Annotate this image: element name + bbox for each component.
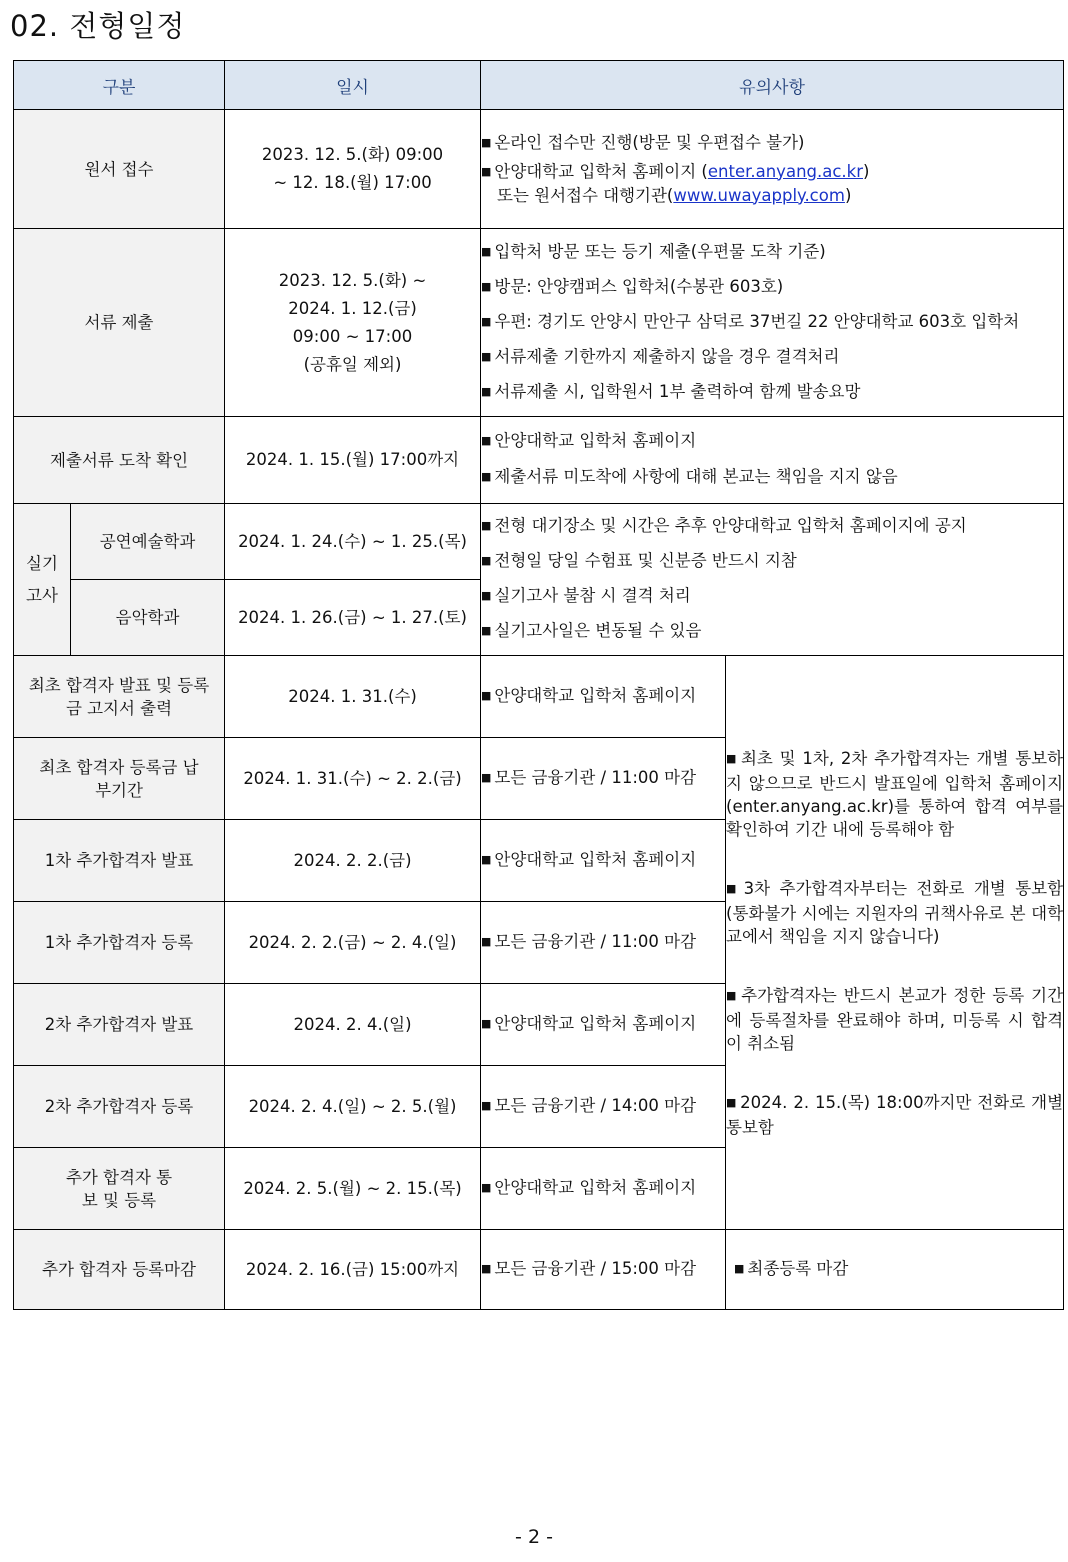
row-date: 2023. 12. 5.(화) ~ 2024. 1. 12.(금) 09:00 ~ 17:00 (공휴일 제외)	[225, 229, 481, 417]
row-label: 2차 추가합격자 등록	[14, 1066, 225, 1148]
results-notes: ■ 최초 및 1차, 2차 추가합격자는 개별 통보하지 않으므로 반드시 발표일에 입학처 홈페이지(enter.anyang.ac.kr)를 통하여 합격 여부를 확인하여 기간 내에 등록해야 함 ■ 3차 추가합격자부터는 전화로 개별 통보함(통화불가 시에는 지원자의 귀책사유로 본 대학교에서 책임을 지지 않습니다) ■ 추가합격자는 반드시 본교가 정한 등록 기간에 등록절차를 완료해야 하며, 미등록 시 합격이 취소됨 ■ 2024. 2. 15.(목) 18:00까지만 전화로 개별 통보함	[726, 656, 1064, 1230]
row-date: 2024. 1. 15.(월) 17:00까지	[225, 417, 481, 504]
bullet-square-icon: ■	[481, 589, 492, 602]
bullet-square-icon: ■	[481, 770, 492, 784]
table-row-practical-performing	[14, 504, 1064, 580]
bullet-square-icon: ■	[481, 244, 492, 258]
row-note: ■ 안양대학교 입학처 홈페이지	[481, 656, 726, 738]
row-note: ■ 모든 금융기관 / 14:00 마감	[481, 1066, 726, 1148]
row-date: 2024. 2. 4.(일) ~ 2. 5.(월)	[225, 1066, 481, 1148]
row-notes: ■ 온라인 접수만 진행(방문 및 우편접수 불가) ■ 안양대학교 입학처 홈페이지 (enter.anyang.ac.kr) 또는 원서접수 대행기관(www.uwayapply.com)	[481, 110, 1064, 229]
table-row-documents	[14, 229, 1064, 417]
row-label: 서류 제출	[14, 229, 225, 417]
row-label: 추가 합격자 통보 및 등록	[14, 1148, 225, 1230]
bullet-square-icon: ■	[481, 554, 492, 567]
row-note: ■ 모든 금융기관 / 15:00 마감	[481, 1230, 726, 1310]
bullet-square-icon: ■	[481, 384, 492, 398]
row-date: 2024. 1. 26.(금) ~ 1. 27.(토)	[225, 580, 481, 656]
bullet-square-icon: ■	[481, 135, 492, 149]
row-label: 공연예술학과	[71, 504, 225, 580]
row-note: ■ 모든 금융기관 / 11:00 마감	[481, 902, 726, 984]
bullet-square-icon: ■	[481, 934, 492, 948]
table-header-row	[14, 61, 1064, 110]
row-notes: ■ 안양대학교 입학처 홈페이지 ■ 제출서류 미도착에 사항에 대해 본교는 책임을 지지 않음	[481, 417, 1064, 504]
bullet-square-icon: ■	[481, 314, 492, 328]
homepage-link[interactable]: enter.anyang.ac.kr	[707, 161, 864, 181]
bullet-square-icon: ■	[481, 1261, 492, 1275]
table-row-final	[14, 1230, 1064, 1310]
row-date: 2024. 1. 31.(수)	[225, 656, 481, 738]
row-date: 2024. 1. 31.(수) ~ 2. 2.(금)	[225, 738, 481, 820]
table-row-arrival	[14, 417, 1064, 504]
table-row-application	[14, 110, 1064, 229]
bullet-square-icon: ■	[481, 1180, 492, 1194]
row-date: 2024. 2. 2.(금) ~ 2. 4.(일)	[225, 902, 481, 984]
row-label: 음악학과	[71, 580, 225, 656]
row-label: 최초 합격자 발표 및 등록금 고지서 출력	[14, 656, 225, 738]
row-notes: ■ 전형 대기장소 및 시간은 추후 안양대학교 입학처 홈페이지에 공지 ■ 전형일 당일 수험표 및 신분증 반드시 지참 ■ 실기고사 불참 시 결격 처리 ■ 실기고사일은 변동될 수 있음	[481, 504, 1064, 656]
row-label: 1차 추가합격자 발표	[14, 820, 225, 902]
schedule-table	[13, 60, 1064, 1310]
bullet-square-icon: ■	[481, 470, 492, 483]
bullet-square-icon: ■	[726, 751, 738, 765]
bullet-square-icon: ■	[481, 519, 492, 532]
row-label: 2차 추가합격자 발표	[14, 984, 225, 1066]
row-note: ■ 안양대학교 입학처 홈페이지	[481, 1148, 726, 1230]
header-notes: 유의사항	[481, 61, 1064, 110]
row-label: 최초 합격자 등록금 납부기간	[14, 738, 225, 820]
practical-group-label: 실기 고사	[14, 504, 71, 656]
row-date: 2024. 2. 2.(금)	[225, 820, 481, 902]
bullet-square-icon: ■	[481, 349, 492, 363]
header-datetime: 일시	[225, 61, 481, 110]
row-date: 2024. 1. 24.(수) ~ 1. 25.(목)	[225, 504, 481, 580]
page-title: 02. 전형일정	[10, 9, 186, 43]
row-label: 원서 접수	[14, 110, 225, 229]
bullet-square-icon: ■	[726, 881, 741, 895]
bullet-square-icon: ■	[481, 279, 492, 293]
bullet-square-icon: ■	[481, 688, 492, 702]
bullet-square-icon: ■	[481, 852, 492, 866]
row-date: 2024. 2. 16.(금) 15:00까지	[225, 1230, 481, 1310]
row-label: 제출서류 도착 확인	[14, 417, 225, 504]
row-label: 1차 추가합격자 등록	[14, 902, 225, 984]
bullet-square-icon: ■	[481, 1098, 492, 1112]
row-date: 2024. 2. 5.(월) ~ 2. 15.(목)	[225, 1148, 481, 1230]
header-category: 구분	[14, 61, 225, 110]
table-row-result	[14, 656, 1064, 738]
row-date: 2023. 12. 5.(화) 09:00 ~ 12. 18.(월) 17:00	[225, 110, 481, 229]
bullet-square-icon: ■	[481, 624, 492, 637]
row-date: 2024. 2. 4.(일)	[225, 984, 481, 1066]
bullet-square-icon: ■	[734, 1261, 745, 1275]
row-note: ■ 안양대학교 입학처 홈페이지	[481, 820, 726, 902]
row-note-final: ■ 최종등록 마감	[726, 1230, 1064, 1310]
row-note: ■ 안양대학교 입학처 홈페이지	[481, 984, 726, 1066]
bullet-square-icon: ■	[726, 1095, 738, 1109]
row-notes: ■ 입학처 방문 또는 등기 제출(우편물 도착 기준) ■ 방문: 안양캠퍼스 입학처(수봉관 603호) ■ 우편: 경기도 안양시 만안구 삼덕로 37번길 22 안양대학교 603호 입학처 ■ 서류제출 기한까지 제출하지 않을 경우 결격처리 ■ 서류제출 시, 입학원서 1부 출력하여 함께 발송요망	[481, 229, 1064, 417]
bullet-square-icon: ■	[481, 164, 492, 178]
bullet-square-icon: ■	[481, 1016, 492, 1030]
bullet-square-icon: ■	[481, 434, 492, 447]
page-number: - 2 -	[515, 1526, 553, 1548]
row-note: ■ 모든 금융기관 / 11:00 마감	[481, 738, 726, 820]
row-label: 추가 합격자 등록마감	[14, 1230, 225, 1310]
agency-link[interactable]: www.uwayapply.com	[673, 185, 845, 205]
bullet-square-icon: ■	[726, 988, 739, 1002]
